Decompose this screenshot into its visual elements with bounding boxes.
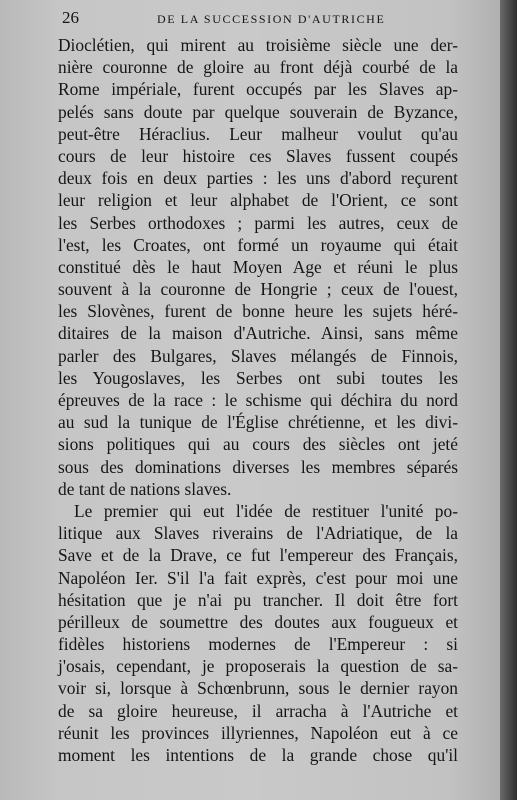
text-line: de tant de nations slaves. [58, 478, 232, 499]
running-title: DE LA SUCCESSION D'AUTRICHE [157, 12, 386, 26]
text-line: ditaires de la maison d'Autriche. Ainsi, sans même [58, 323, 458, 344]
text-line: l'est, les Croates, ont formé un royaume qui était [58, 234, 458, 255]
text-line: parler des Bulgares, Slaves mélangés de Finnois, [58, 345, 458, 366]
text-line: Save et de la Drave, ce fut l'empereur des Français, [58, 545, 458, 566]
text-line: hésitation que je n'ai pu trancher. Il doit être fort [58, 589, 458, 610]
text-line: pelés sans doute par quelque souverain de Byzance, [58, 101, 458, 122]
text-line: fidèles historiens modernes de l'Empereur : si [58, 634, 458, 655]
text-line: cours de leur histoire ces Slaves fussent coupés [58, 145, 458, 166]
text-line: leur religion et leur alphabet de l'Orient, ce sont [58, 190, 458, 211]
text-line: Dioclétien, qui mirent au troisième siècle une der- [58, 35, 458, 55]
text-line: les Yougoslaves, les Serbes ont subi toutes les [58, 367, 458, 388]
text-line: peut-être Héraclius. Leur malheur voulut qu'au [58, 123, 458, 144]
book-spine-shadow [500, 0, 517, 800]
text-line: moment les intentions de la grande chose qu'il [58, 745, 458, 765]
paragraph [58, 34, 458, 500]
body-text [58, 34, 458, 766]
text-line: Rome impériale, furent occupés par les Slaves ap- [58, 79, 458, 100]
text-line: Napoléon Ier. S'il l'a fait exprès, c'est pour moi une [58, 567, 458, 588]
text-line: Le premier qui eut l'idée de restituer l'unité po- [74, 500, 458, 521]
text-line: j'osais, cependant, je proposerais la question de sa- [58, 656, 458, 677]
page-number: 26 [62, 8, 79, 27]
text-line: sous des dominations diverses les membres séparés [58, 456, 458, 477]
text-line: litique aux Slaves riverains de l'Adriatique, de la [58, 523, 458, 544]
text-line: sions politiques qui au cours des siècles ont jeté [58, 434, 458, 455]
running-head [62, 8, 460, 28]
text-line: les Slovènes, furent de bonne heure les sujets héré- [58, 301, 458, 322]
text-line: nière couronne de gloire au front déjà courbé de la [58, 57, 458, 78]
paragraph [58, 500, 458, 766]
text-line: les Serbes orthodoxes ; parmi les autres, ceux de [58, 212, 458, 233]
text-line: réunit les provinces illyriennes, Napoléon eut à ce [58, 722, 458, 743]
text-line: périlleux de soumettre des doutes aux fougueux et [58, 611, 458, 632]
text-line: voir si, lorsque à Schœnbrunn, sous le dernier rayon [58, 678, 458, 699]
text-line: deux fois en deux parties : les uns d'abord reçurent [58, 168, 458, 189]
text-line: souvent à la couronne de Hongrie ; ceux de l'ouest, [58, 279, 458, 300]
text-line: constitué dès le haut Moyen Age et réuni le plus [58, 256, 458, 277]
text-line: de sa gloire heureuse, il arracha à l'Autriche et [58, 700, 458, 721]
text-line: épreuves de la race : le schisme qui déchira du nord [58, 390, 458, 410]
text-line: au sud la tunique de l'Église chrétienne, et les divi- [58, 412, 458, 433]
